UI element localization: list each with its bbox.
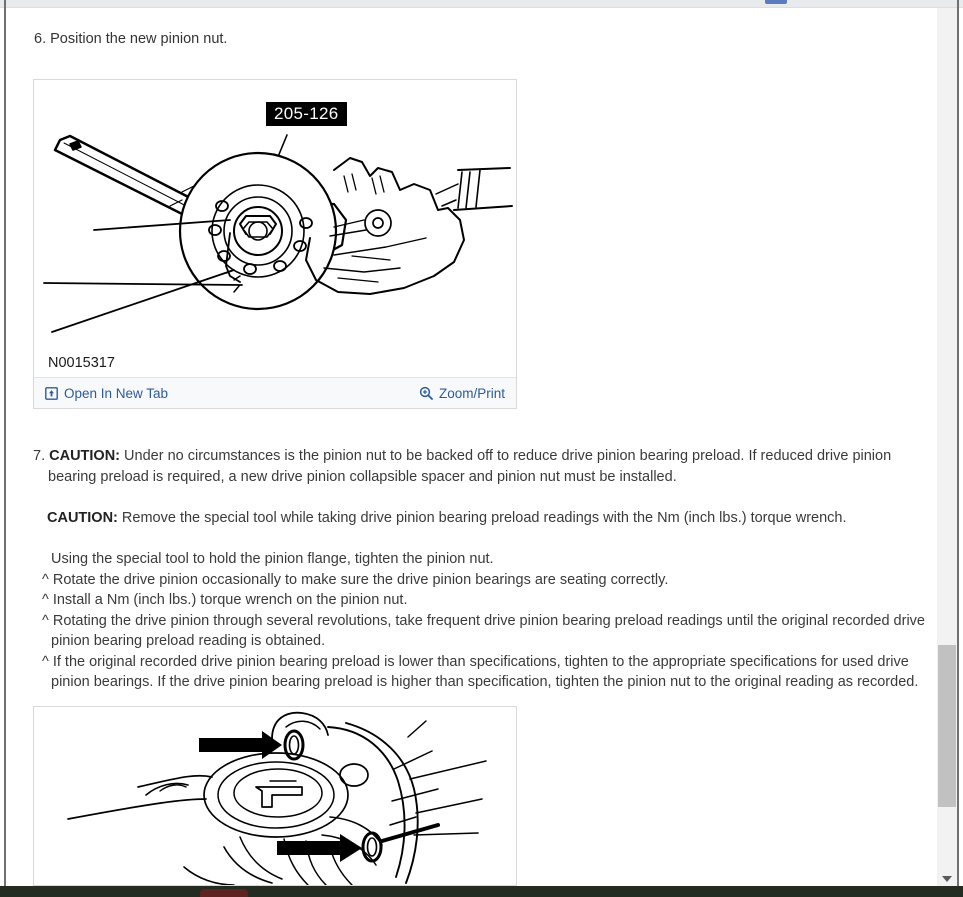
instruction-bullet-2 bbox=[33, 590, 928, 611]
instruction-bullet-1 bbox=[33, 570, 928, 591]
taskbar-active-item[interactable] bbox=[200, 889, 248, 897]
magnifier-plus-icon bbox=[419, 386, 433, 400]
bullet-marker: ^ bbox=[42, 571, 49, 588]
figure-panel-2 bbox=[33, 706, 517, 886]
step-7-paragraph bbox=[33, 446, 928, 487]
caution-2-text: Remove the special tool while taking drive pinion bearing preload readings with the Nm (inch lbs.) torque wrench. bbox=[121, 510, 847, 526]
instruction-bullet-1-text: Rotate the drive pinion occasionally to make sure the drive pinion bearings are seating correctly. bbox=[52, 571, 669, 588]
instruction-bullet-4 bbox=[33, 652, 928, 693]
instruction-bullet-3-text: Rotating the drive pinion through several revolutions, take frequent drive pinion bearing preload readings until the original recorded drive pinion bearing preload reading is obtained. bbox=[51, 612, 925, 649]
open-in-new-tab-icon bbox=[45, 387, 58, 400]
open-in-new-tab-link[interactable] bbox=[45, 386, 168, 401]
carrier-flange-diagram bbox=[34, 707, 516, 885]
instruction-intro: Using the special tool to hold the pinion flange, tighten the pinion nut. bbox=[51, 551, 494, 567]
bullet-marker: ^ bbox=[42, 612, 49, 629]
browser-chrome-strip bbox=[0, 0, 963, 8]
chrome-tab-indicator[interactable] bbox=[765, 0, 787, 4]
zoom-print-link[interactable] bbox=[419, 386, 505, 401]
step-7-caution-text: Under no circumstances is the pinion nut to be backed off to reduce drive pinion bearing preload. If reduced drive pinion bearing preload is required, a new drive pinion collapsible spacer and pinion nut must be installed. bbox=[48, 448, 892, 485]
scroll-down-arrow-icon[interactable] bbox=[942, 876, 952, 882]
open-in-new-tab-label: Open In New Tab bbox=[64, 385, 169, 401]
figure-1-footer bbox=[34, 377, 516, 408]
caution-2-label: CAUTION: bbox=[47, 510, 118, 526]
instruction-bullet-3 bbox=[33, 611, 928, 652]
step-7-block bbox=[33, 446, 928, 487]
instruction-bullet-4-text: If the original recorded drive pinion bearing preload is lower than specifications, tighten to the appropriate specifications for used drive pinion bearings. If the drive pinion bearing preload is higher than specification, tighten the pinion nut to the original reading as recorded. bbox=[51, 653, 919, 690]
caution-2-block bbox=[33, 508, 928, 529]
zoom-print-label: Zoom/Print bbox=[438, 385, 505, 401]
window-frame-right bbox=[957, 0, 959, 886]
document-page bbox=[6, 8, 935, 886]
figure-1-callout-label: 205-126 bbox=[274, 104, 339, 123]
figure-panel-1 bbox=[33, 79, 517, 409]
figure-1-canvas bbox=[34, 80, 516, 377]
step-7-number: 7. bbox=[33, 448, 46, 464]
figure-1-callout-box bbox=[266, 102, 347, 126]
desktop-taskbar bbox=[0, 886, 963, 897]
instruction-block bbox=[33, 549, 928, 693]
figure-2-canvas bbox=[34, 707, 516, 885]
instruction-bullet-2-text: Install a Nm (inch lbs.) torque wrench on the pinion nut. bbox=[52, 592, 408, 608]
vertical-scrollbar[interactable] bbox=[937, 8, 957, 886]
step-6-text: 6. Position the new pinion nut. bbox=[34, 31, 228, 47]
bullet-marker: ^ bbox=[42, 592, 49, 608]
caution-2-paragraph bbox=[47, 508, 928, 529]
step-7-caution-label: CAUTION: bbox=[49, 448, 121, 464]
scrollbar-thumb[interactable] bbox=[938, 645, 956, 807]
bullet-marker: ^ bbox=[42, 653, 49, 670]
figure-1-image-id: N0015317 bbox=[48, 355, 115, 371]
